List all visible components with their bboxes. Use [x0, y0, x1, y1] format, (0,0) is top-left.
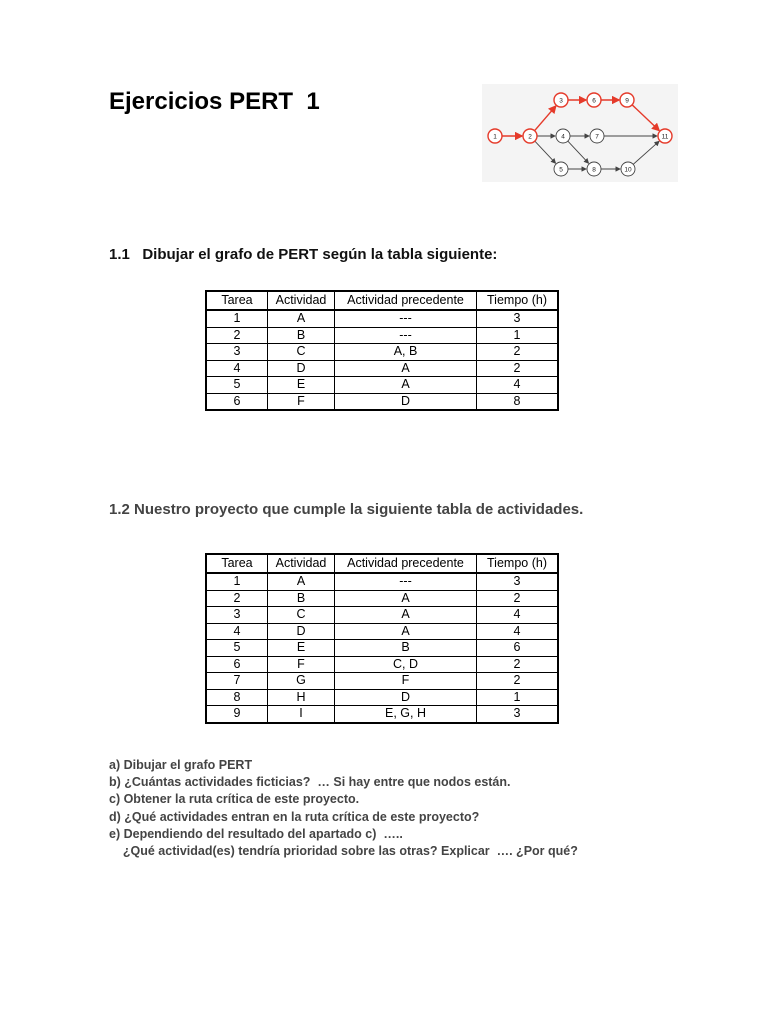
column-header: Actividad	[268, 554, 335, 573]
node-2	[523, 129, 537, 143]
node-7	[590, 129, 604, 143]
table-cell: F	[268, 393, 335, 410]
column-header: Actividad precedente	[335, 554, 477, 573]
table-cell: A	[335, 590, 477, 607]
table-cell: 3	[206, 344, 268, 361]
table-cell: 4	[477, 607, 559, 624]
table-cell: D	[335, 393, 477, 410]
table-cell: E	[268, 377, 335, 394]
table-cell: 2	[477, 360, 559, 377]
section-1-heading: 1.1 Dibujar el grafo de PERT según la tabla siguiente:	[109, 246, 498, 263]
activities-table-1	[205, 290, 559, 411]
table-cell: A	[335, 377, 477, 394]
node-label: 8	[592, 166, 596, 174]
table-cell: 4	[206, 360, 268, 377]
edge-2-5	[535, 141, 556, 163]
table-cell: 2	[477, 590, 559, 607]
edge-2-3	[535, 106, 556, 131]
table-cell: ---	[335, 327, 477, 344]
node-1	[488, 129, 502, 143]
column-header: Actividad	[268, 291, 335, 310]
question-item: c) Obtener la ruta crítica de este proyecto.	[109, 792, 360, 807]
table-cell: H	[268, 689, 335, 706]
table-cell: 1	[206, 573, 268, 590]
node-label: 10	[624, 166, 632, 174]
table-row	[206, 673, 558, 690]
table-cell: E	[268, 640, 335, 657]
table-cell: A, B	[335, 344, 477, 361]
node-8	[587, 162, 601, 176]
table-cell: D	[268, 360, 335, 377]
node-11	[658, 129, 672, 143]
table-row	[206, 344, 558, 361]
table-row	[206, 393, 558, 410]
table-row	[206, 327, 558, 344]
table-cell: A	[335, 607, 477, 624]
node-4	[556, 129, 570, 143]
table-cell: 1	[206, 310, 268, 327]
table-cell: 7	[206, 673, 268, 690]
table-cell: 1	[477, 689, 559, 706]
node-label: 9	[625, 97, 629, 105]
pert-network-diagram	[482, 84, 678, 182]
node-label: 1	[493, 133, 497, 141]
node-label: 4	[561, 133, 565, 141]
table-row	[206, 623, 558, 640]
table-row	[206, 689, 558, 706]
table-header-row	[206, 291, 558, 310]
question-item: a) Dibujar el grafo PERT	[109, 758, 253, 772]
table-row	[206, 640, 558, 657]
node-9	[620, 93, 634, 107]
node-10	[621, 162, 635, 176]
table-cell: B	[268, 590, 335, 607]
table-cell: 4	[477, 377, 559, 394]
activities-table-2	[205, 553, 559, 724]
node-3	[554, 93, 568, 107]
edge-4-8	[568, 141, 589, 163]
table-row	[206, 360, 558, 377]
node-label: 5	[559, 166, 563, 174]
table-cell: 3	[477, 310, 559, 327]
table-row	[206, 377, 558, 394]
page-title: Ejercicios PERT 1	[109, 88, 320, 115]
table-cell: 2	[477, 344, 559, 361]
table-header-row	[206, 554, 558, 573]
edge-9-11	[632, 105, 659, 131]
column-header: Tiempo (h)	[477, 554, 559, 573]
table-cell: B	[335, 640, 477, 657]
edge-10-11	[633, 141, 659, 164]
node-label: 6	[592, 97, 596, 105]
node-label: 2	[528, 133, 532, 141]
column-header: Tarea	[206, 554, 268, 573]
node-label: 7	[595, 133, 599, 141]
table-row	[206, 573, 558, 590]
table-cell: A	[268, 310, 335, 327]
table-cell: 3	[477, 573, 559, 590]
table-row	[206, 607, 558, 624]
pert-graph	[482, 84, 678, 182]
table-cell: 2	[206, 327, 268, 344]
table-row	[206, 656, 558, 673]
table-cell: B	[268, 327, 335, 344]
table-cell: I	[268, 706, 335, 723]
table-cell: ---	[335, 573, 477, 590]
table-cell: 2	[477, 656, 559, 673]
table-cell: A	[335, 623, 477, 640]
table-cell: 3	[206, 607, 268, 624]
column-header: Tarea	[206, 291, 268, 310]
table-cell: E, G, H	[335, 706, 477, 723]
table-cell: A	[335, 360, 477, 377]
table-cell: 2	[477, 673, 559, 690]
table-cell: D	[268, 623, 335, 640]
table-cell: 1	[477, 327, 559, 344]
table-row	[206, 590, 558, 607]
table-cell: F	[268, 656, 335, 673]
table-cell: 3	[477, 706, 559, 723]
node-label: 11	[661, 133, 669, 141]
table-cell: 6	[206, 656, 268, 673]
column-header: Actividad precedente	[335, 291, 477, 310]
table-cell: C	[268, 344, 335, 361]
question-item: b) ¿Cuántas actividades ficticias? … Si hay entre que nodos están.	[109, 775, 511, 790]
node-6	[587, 93, 601, 107]
table-cell: A	[268, 573, 335, 590]
table-cell: 8	[206, 689, 268, 706]
table-cell: 5	[206, 377, 268, 394]
table-cell: G	[268, 673, 335, 690]
table-cell: F	[335, 673, 477, 690]
question-item: d) ¿Qué actividades entran en la ruta crítica de este proyecto?	[109, 809, 480, 824]
node-5	[554, 162, 568, 176]
table-cell: 6	[477, 640, 559, 657]
table-cell: 4	[477, 623, 559, 640]
table-row	[206, 310, 558, 327]
table-cell: 9	[206, 706, 268, 723]
section-2-heading: 1.2 Nuestro proyecto que cumple la siguiente tabla de actividades.	[109, 501, 584, 518]
table-cell: ---	[335, 310, 477, 327]
questions-list	[109, 757, 578, 860]
table-cell: 6	[206, 393, 268, 410]
table-cell: C	[268, 607, 335, 624]
table-cell: 8	[477, 393, 559, 410]
table-cell: 2	[206, 590, 268, 607]
question-item: e) Dependiendo del resultado del apartado c) …..	[109, 826, 403, 841]
table-row	[206, 706, 558, 723]
question-item: ¿Qué actividad(es) tendría prioridad sobre las otras? Explicar …. ¿Por qué?	[109, 843, 578, 858]
node-label: 3	[559, 97, 563, 105]
column-header: Tiempo (h)	[477, 291, 559, 310]
table-cell: D	[335, 689, 477, 706]
table-cell: 5	[206, 640, 268, 657]
table-cell: C, D	[335, 656, 477, 673]
table-cell: 4	[206, 623, 268, 640]
